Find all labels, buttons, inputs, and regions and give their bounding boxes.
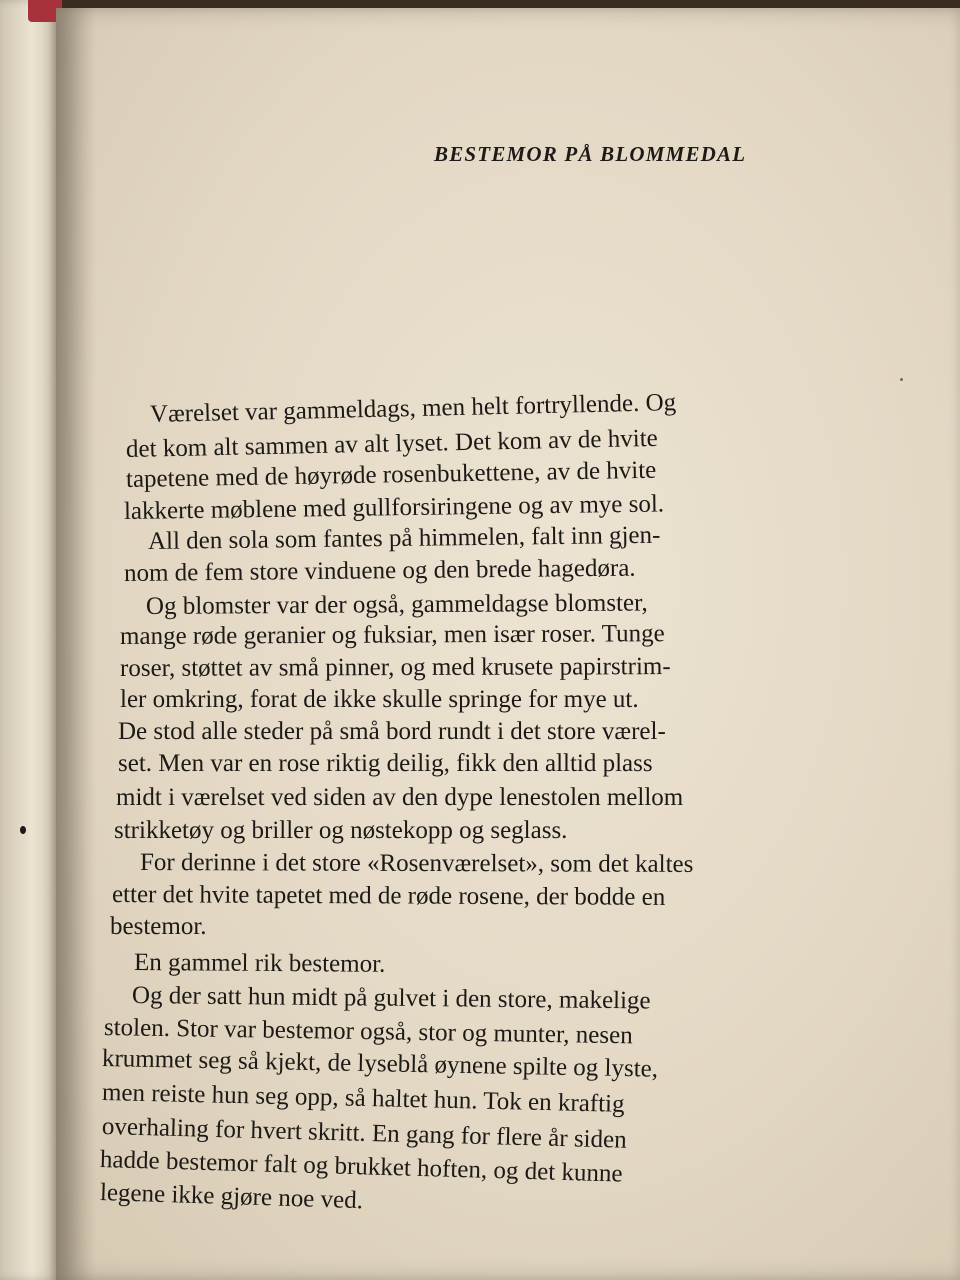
text-line: overhaling for hvert skritt. En gang for flere år siden (101, 1113, 628, 1154)
text-line: De stod alle steder på små bord rundt i det store værel- (118, 718, 666, 745)
text-line: lakkerte møblene med gullforsiringene og av mye sol. (123, 490, 665, 525)
text-line: mange røde geranier og fuksiar, men især roser. Tunge (119, 620, 665, 650)
text-line: etter det hvite tapetet med de røde rosene, der bodde en (111, 881, 666, 911)
text-line: tapetene med de høyrøde rosenbukettene, av de hvite (125, 456, 657, 493)
text-line: All den sola som fantes på himmelen, falt inn gjen- (147, 521, 661, 555)
text-line: nom de fem store vinduene og den brede hagedøra. (123, 554, 636, 587)
text-line: set. Men var en rose riktig deilig, fikk den alltid plass (118, 750, 653, 777)
text-line: Værelset var gammeldags, men helt fortryllende. Og (149, 389, 677, 428)
text-line: legene ikke gjøre noe ved. (99, 1179, 364, 1215)
text-line: hadde bestemor falt og brukket hoften, og det kunne (99, 1146, 623, 1188)
text-line: men reiste hun seg opp, så haltet hun. Tok en kraftig (101, 1079, 625, 1118)
text-line: Og der satt hun midt på gulvet i den store, makelige (131, 982, 651, 1015)
text-line: stolen. Stor var bestemor også, stor og munter, nesen (103, 1014, 633, 1050)
text-line: det kom alt sammen av alt lyset. Det kom av de hvite (125, 424, 658, 463)
text-line: ler omkring, forat de ikke skulle springe for mye ut. (120, 686, 639, 713)
text-line: Og blomster var der også, gammeldagse blomster, (145, 589, 648, 620)
text-line: bestemor. (110, 913, 207, 940)
text-line: roser, støttet av små pinner, og med krusete papirstrim- (119, 653, 671, 682)
text-line: For derinne i det store «Rosenværelset», som det kaltes (139, 849, 694, 878)
margin-ink-dot (20, 826, 26, 834)
text-line: midt i værelset ved siden av den dype lenestolen mellom (116, 784, 684, 811)
text-line: krummet seg så kjekt, de lyseblå øynene spilte og lyste, (101, 1045, 659, 1083)
text-line: En gammel rik bestemor. (133, 949, 386, 978)
paper-speck (900, 378, 903, 381)
text-line: strikketøy og briller og nøstekopp og seglass. (114, 817, 568, 844)
running-head-title: BESTEMOR PÅ BLOMMEDAL (434, 142, 747, 166)
